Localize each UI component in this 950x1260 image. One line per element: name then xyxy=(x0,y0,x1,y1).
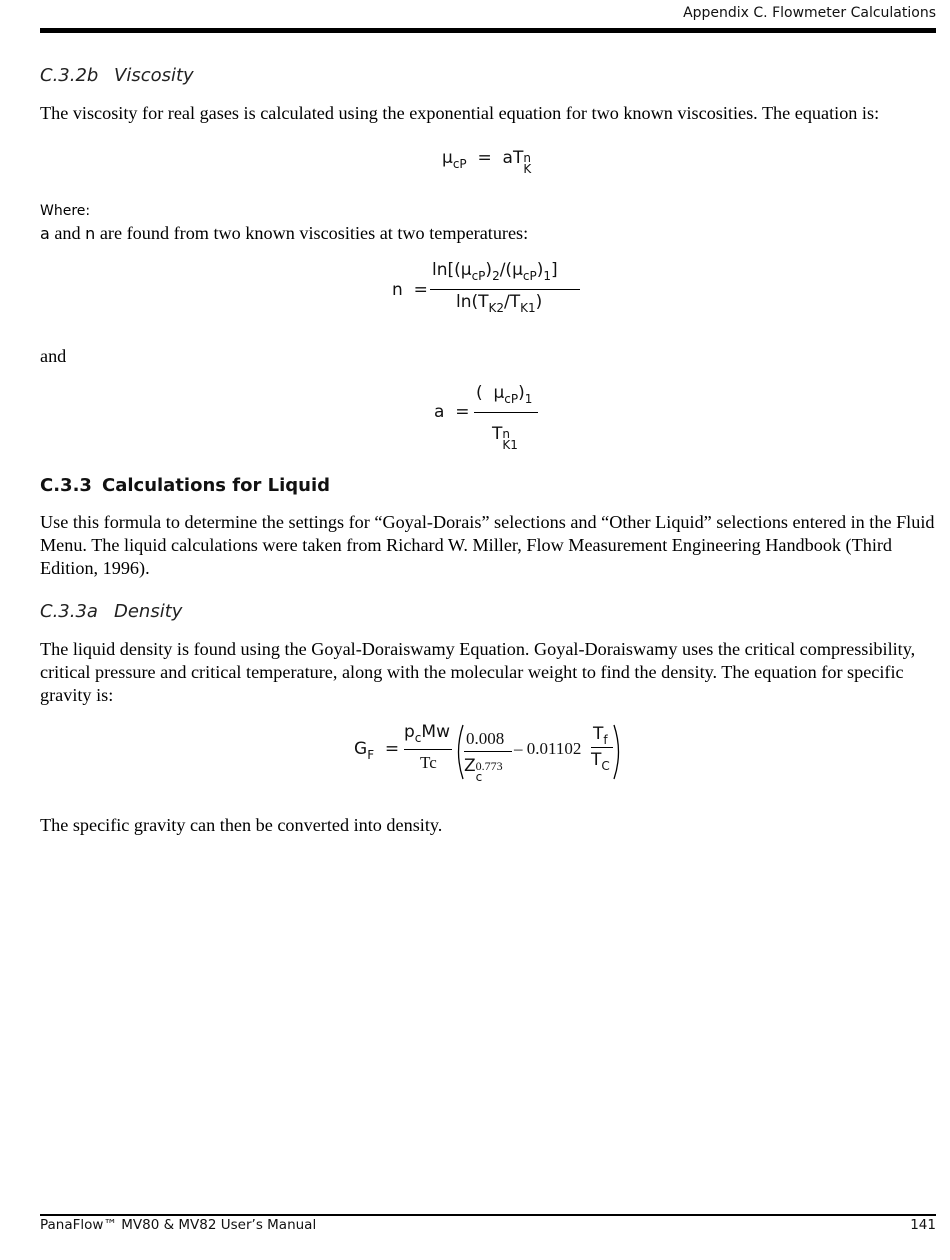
header-rule xyxy=(40,28,936,33)
subsection-heading-viscosity xyxy=(40,65,194,86)
and-text: and xyxy=(40,346,67,366)
liquid-paragraph: Use this formula to determine the settings for “Goyal-Dorais” selections and “Other Liquid” selections entered in the Fluid Menu. The liquid calculations were taken from Richard W. Miller, Flow Measurement Engineering Handbook (Third Edition, 1996). xyxy=(40,512,935,578)
where-rest: are found from two known viscosities at two temperatures: xyxy=(95,223,529,243)
section-heading-liquid xyxy=(40,475,330,496)
where-text xyxy=(40,222,528,245)
equation-n: n = $\ln[(\mu_{cP})_2∕(\mu_{cP})_1]$ $\ln(T_{K2}∕T_{K1})$ xyxy=(392,258,592,318)
variable-n: n xyxy=(85,224,96,243)
footer-rule xyxy=(40,1214,936,1216)
where-and: and xyxy=(49,223,86,243)
subsection-heading-density xyxy=(40,601,182,622)
subsection-title: Viscosity xyxy=(114,65,194,86)
density-closing: The specific gravity can then be converted into density. xyxy=(40,815,443,835)
running-header: Appendix C. Flowmeter Calculations xyxy=(683,5,936,21)
subsection-number: C.3.3a xyxy=(40,601,98,622)
right-paren xyxy=(612,724,624,780)
page-number: 141 xyxy=(910,1217,936,1233)
equation-viscosity: $\mu_{cP}$ = aT n K xyxy=(442,148,532,176)
subsection-title: Density xyxy=(114,601,183,622)
section-number: C.3.3 xyxy=(40,475,92,496)
viscosity-intro: The viscosity for real gases is calculated using the exponential equation for two known viscosities. The equation is: xyxy=(40,103,880,123)
variable-a: a xyxy=(40,224,50,243)
subsection-number: C.3.2b xyxy=(40,65,99,86)
equation-a: a = ( $\mu_{cP})_1$ T n K1 xyxy=(434,383,554,453)
where-label: Where: xyxy=(40,203,91,219)
density-paragraph: The liquid density is found using the Goyal-Doraiswamy Equation. Goyal-Doraiswamy uses the critical compressibility, critical pressure and critical temperature, along with the molecular weight to find the density. The equation for specific gravity is: xyxy=(40,639,916,705)
equation-specific-gravity: $G_F$ = $p_cMw$ Tc 0.008 Z 0.773 c – 0.01102 $T_f$ $T_C$ xyxy=(354,718,634,793)
footer-manual-title: PanaFlow™ MV80 & MV82 User’s Manual xyxy=(40,1217,317,1233)
section-title: Calculations for Liquid xyxy=(102,475,330,496)
